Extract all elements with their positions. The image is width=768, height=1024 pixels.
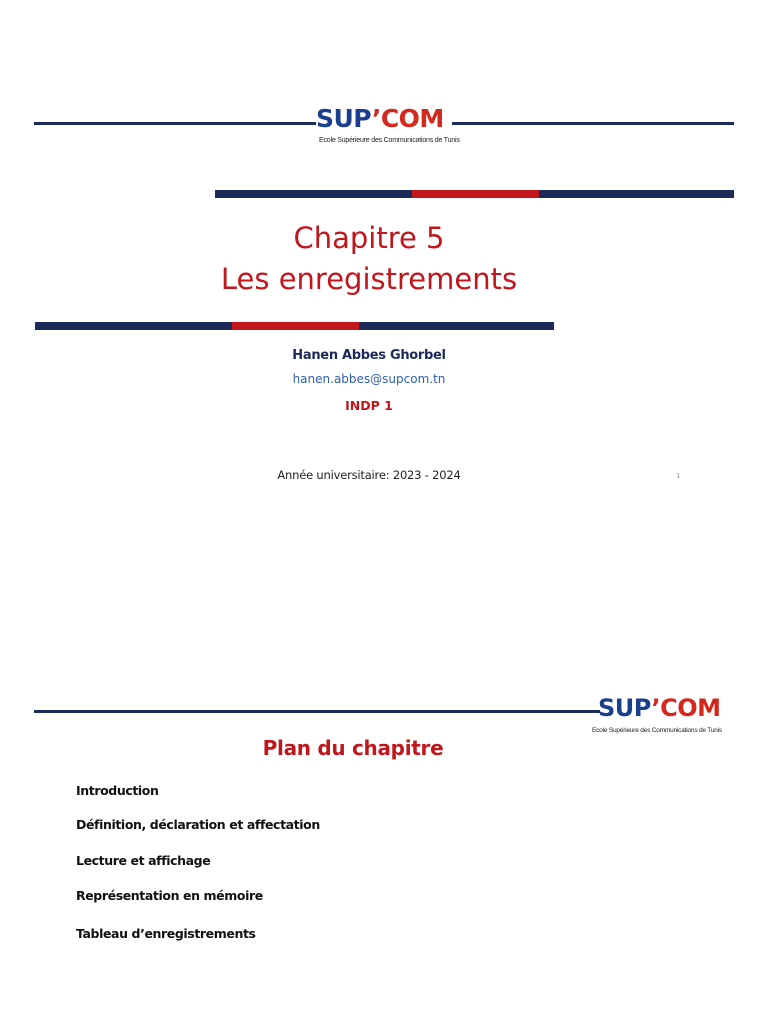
author-email[interactable]: hanen.abbes@supcom.tn [292, 372, 446, 386]
header-rule-left [34, 122, 316, 125]
plan-item-tableau: Tableau d’enregistrements [76, 926, 256, 941]
chapter-title-line2: Les enregistrements [220, 262, 518, 296]
class-label: INDP 1 [345, 398, 393, 413]
plan-item-definition: Définition, déclaration et affectation [76, 817, 320, 832]
page-number: 1 [676, 472, 681, 480]
header-rule-right [452, 122, 734, 125]
plan-title: Plan du chapitre [262, 736, 444, 760]
supcom-logo [316, 106, 460, 144]
header-rule [34, 710, 600, 713]
logo-tagline: Ecole Supérieure des Communications de Tunis [319, 137, 460, 144]
logo-wordmark-com: COM [380, 104, 444, 133]
plan-slide [0, 660, 768, 1024]
logo-wordmark-sup: SUP [598, 694, 652, 722]
logo-wordmark-apostrophe: ’ [651, 694, 661, 722]
plan-item-representation: Représentation en mémoire [76, 888, 263, 903]
bottom-decorative-bar [35, 322, 554, 330]
logo-wordmark-sup: SUP [316, 104, 372, 133]
chapter-title-line1: Chapitre 5 [293, 221, 445, 255]
top-decorative-bar [215, 190, 734, 198]
author-name: Hanen Abbes Ghorbel [292, 348, 446, 363]
supcom-logo [592, 694, 722, 734]
logo-wordmark-com: COM [660, 694, 721, 722]
logo-tagline: Ecole Supérieure des Communications de Tunis [592, 727, 722, 734]
logo-wordmark-apostrophe: ’ [371, 104, 381, 133]
plan-item-introduction: Introduction [76, 783, 159, 798]
academic-year: Année universitaire: 2023 - 2024 [277, 468, 461, 482]
plan-item-lecture: Lecture et affichage [76, 853, 211, 868]
